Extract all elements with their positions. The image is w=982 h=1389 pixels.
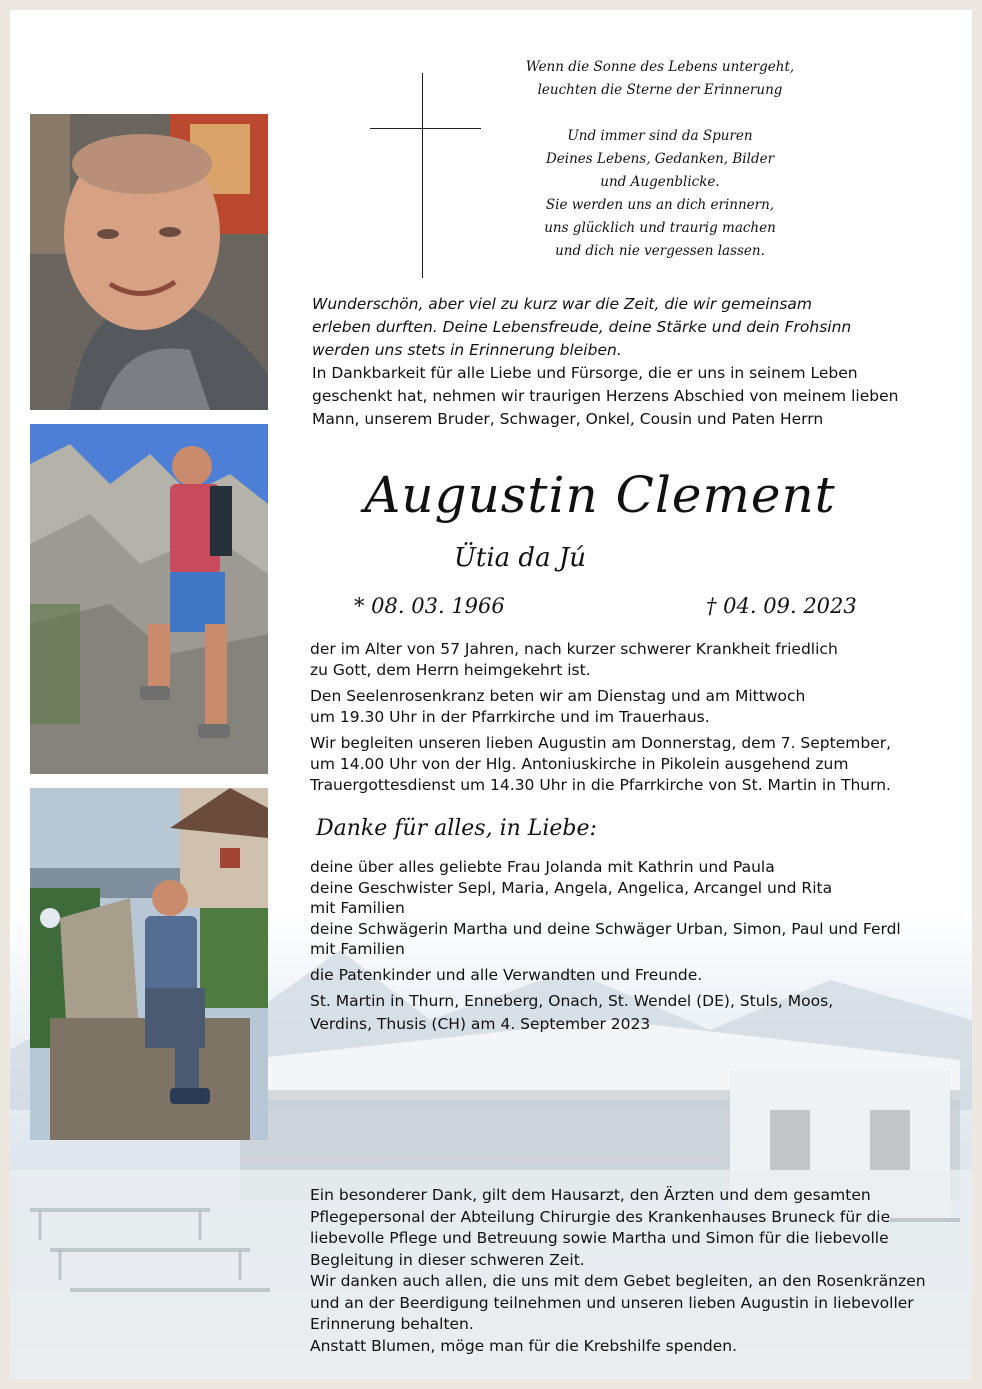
details-line: der im Alter von 57 Jahren, nach kurzer schwerer Krankheit friedlich (310, 640, 838, 658)
quote-line: Sie werden uns an dich erinnern, (545, 197, 775, 213)
place-date-line: St. Martin in Thurn, Enneberg, Onach, St. Wendel (DE), Stuls, Moos, (310, 992, 834, 1010)
details-line: Den Seelenrosenkranz beten wir am Dienstag und am Mittwoch (310, 687, 806, 705)
mourner-line: deine Geschwister Sepl, Maria, Angela, Angelica, Arcangel und Rita (310, 878, 833, 897)
closing-line: liebevolle Pflege und Betreuung sowie Martha und Simon für die liebevolle (310, 1229, 889, 1247)
quote-line: Und immer sind da Spuren (567, 128, 753, 144)
mourner-line: deine über alles geliebte Frau Jolanda mit Kathrin und Paula (310, 858, 775, 876)
deceased-name: Augustin Clement (364, 466, 836, 524)
closing-line: Erinnerung behalten. (310, 1315, 474, 1333)
memorial-quote (455, 56, 865, 263)
mountain-photo (30, 424, 268, 774)
quote-line: Deines Lebens, Gedanken, Bilder (545, 151, 775, 167)
quote-line: und dich nie vergessen lassen. (555, 243, 765, 259)
quote-line: uns glücklich und traurig machen (544, 220, 776, 236)
obituary-page (10, 10, 972, 1379)
birth-date: * 08. 03. 1966 (354, 594, 505, 618)
closing-line: und an der Beerdigung teilnehmen und unseren lieben Augustin in liebevoller (310, 1293, 914, 1312)
closing-line: Pflegepersonal der Abteilung Chirurgie des Krankenhauses Bruneck für die (310, 1207, 891, 1226)
portrait-photo (30, 114, 268, 410)
details-line: um 19.30 Uhr in der Pfarrkirche und im Trauerhaus. (310, 708, 710, 726)
mourner-line: deine Schwägerin Martha und deine Schwäger Urban, Simon, Paul und Ferdl (310, 919, 901, 938)
funeral-details (310, 639, 960, 796)
quote-line: leuchten die Sterne der Erinnerung (537, 82, 783, 98)
cross-vertical (422, 73, 423, 278)
mourner-line: mit Familien (310, 940, 405, 958)
quote-line: und Augenblicke. (600, 174, 720, 190)
castle-photo (30, 788, 268, 1140)
details-line: Wir begleiten unseren lieben Augustin am Donnerstag, dem 7. September, (310, 734, 892, 752)
intro-italic-line: Wunderschön, aber viel zu kurz war die Zeit, die wir gemeinsam (312, 295, 813, 313)
thanks-heading: Danke für alles, in Liebe: (316, 816, 597, 841)
mourners-list (310, 857, 960, 1036)
intro-text (312, 293, 962, 431)
intro-line: geschenkt hat, nehmen wir traurigen Herzens Abschied von meinem lieben (312, 387, 899, 405)
mourner-line: mit Familien (310, 899, 405, 917)
details-line: um 14.00 Uhr von der Hlg. Antoniuskirche in Pikolein ausgehend zum (310, 755, 849, 773)
closing-line: Wir danken auch allen, die uns mit dem Gebet begleiten, an den Rosenkränzen (310, 1272, 926, 1290)
intro-italic-line: erleben durften. Deine Lebensfreude, deine Stärke und dein Frohsinn (312, 318, 852, 336)
place-date-line: Verdins, Thusis (CH) am 4. September 2023 (310, 1015, 651, 1033)
deceased-nickname: Ütia da Jú (453, 543, 587, 573)
closing-line: Begleitung in dieser schweren Zeit. (310, 1250, 585, 1269)
death-date: † 04. 09. 2023 (706, 594, 857, 618)
details-line: zu Gott, dem Herrn heimgekehrt ist. (310, 661, 591, 679)
mourner-line: die Patenkinder und alle Verwandten und Freunde. (310, 965, 703, 984)
details-line: Trauergottesdienst um 14.30 Uhr in die Pfarrkirche von St. Martin in Thurn. (310, 776, 891, 794)
intro-line: In Dankbarkeit für alle Liebe und Fürsorge, die er uns in seinem Leben (312, 364, 858, 382)
intro-italic-line: werden uns stets in Erinnerung bleiben. (312, 341, 622, 359)
quote-line: Wenn die Sonne des Lebens untergeht, (525, 59, 795, 75)
closing-line: Anstatt Blumen, möge man für die Krebshilfe spenden. (310, 1336, 738, 1355)
closing-thanks (310, 1185, 960, 1357)
intro-line: Mann, unserem Bruder, Schwager, Onkel, Cousin und Paten Herrn (312, 410, 824, 428)
closing-line: Ein besonderer Dank, gilt dem Hausarzt, den Ärzten und dem gesamten (310, 1186, 871, 1204)
